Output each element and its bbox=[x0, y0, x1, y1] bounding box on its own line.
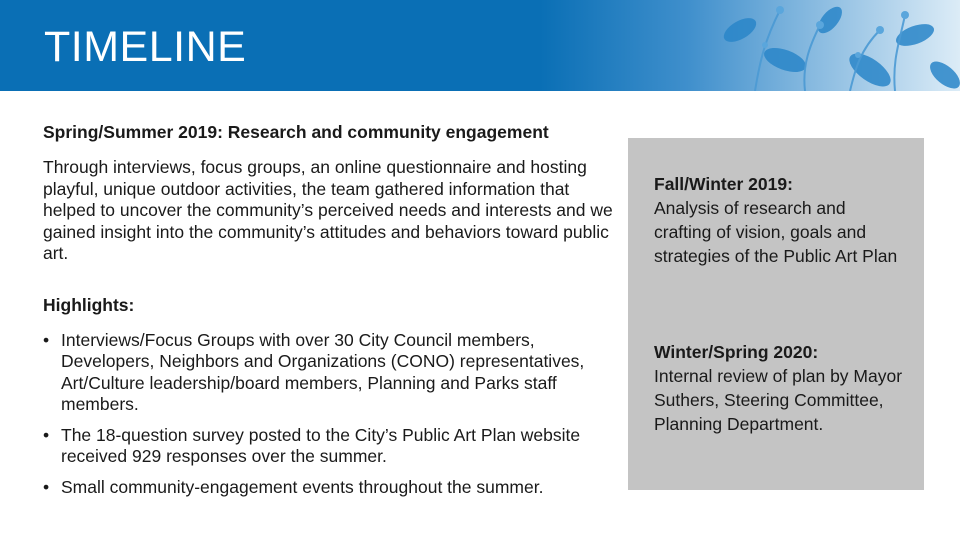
highlight-text: The 18-question survey posted to the City’s Public Art Plan website received 929 responses over the summer. bbox=[61, 424, 581, 466]
phase-title: Winter/Spring 2020: bbox=[654, 342, 819, 362]
bullet-icon: • bbox=[43, 329, 50, 350]
list-item bbox=[43, 477, 613, 499]
intro-paragraph: Through interviews, focus groups, an online questionnaire and hosting playful, unique outdoor activities, the team gathered information that helped to uncover the community’s perceived needs and interests and we gained insight into the community’s attitudes and behaviors toward public art. bbox=[43, 157, 613, 263]
phase-winter-spring-2020 bbox=[654, 340, 904, 436]
highlights-list bbox=[43, 330, 613, 499]
page-title: TIMELINE bbox=[44, 23, 247, 71]
list-item bbox=[43, 330, 613, 416]
phase-fall-winter-2019 bbox=[654, 172, 904, 268]
bullet-icon: • bbox=[43, 476, 50, 497]
phase-description: Analysis of research and crafting of vision, goals and strategies of the Public Art Plan bbox=[654, 198, 898, 266]
research-section bbox=[43, 122, 613, 507]
timeline-panel bbox=[628, 138, 924, 490]
phase-description: Internal review of plan by Mayor Suthers, Steering Committee, Planning Department. bbox=[654, 366, 903, 434]
phase-title: Fall/Winter 2019: bbox=[654, 174, 793, 194]
title-banner bbox=[0, 0, 960, 91]
highlight-text: Interviews/Focus Groups with over 30 City Council members, Developers, Neighbors and Organizations (CONO) representatives, Art/Culture leadership/board members, Planning and Parks staff members. bbox=[61, 329, 585, 414]
highlight-text: Small community-engagement events throughout the summer. bbox=[61, 476, 544, 497]
list-item bbox=[43, 425, 613, 468]
bullet-icon: • bbox=[43, 424, 50, 445]
highlights-label: Highlights: bbox=[43, 294, 135, 315]
botanical-decoration bbox=[540, 0, 960, 91]
section-heading: Spring/Summer 2019: Research and community engagement bbox=[43, 122, 549, 142]
